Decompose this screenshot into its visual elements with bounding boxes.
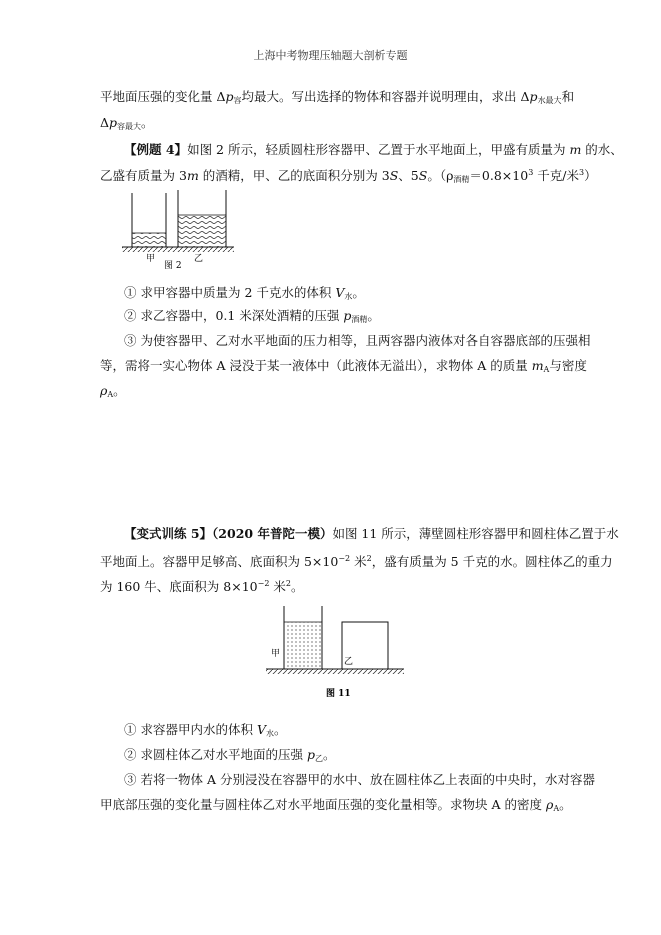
label-yi: 乙 bbox=[344, 657, 354, 667]
symbol: V bbox=[256, 722, 266, 737]
text: ② 求乙容器中，0.1 米深处酒精的压强 bbox=[124, 308, 344, 323]
text: ＝0.8×10 bbox=[469, 168, 529, 183]
text: 。 bbox=[322, 747, 336, 762]
text: 均最大。写出选择的物体和容器并说明理由，求出 Δ bbox=[241, 89, 530, 104]
text: 平地面上。容器甲足够高、底面积为 5×10 bbox=[100, 554, 339, 569]
water-liquid bbox=[132, 233, 166, 247]
text: 。 bbox=[559, 797, 572, 812]
label-jia: 甲 bbox=[271, 649, 281, 659]
subscript: 容 bbox=[233, 96, 242, 105]
symbol: p bbox=[109, 115, 118, 130]
example4-q2 bbox=[124, 308, 380, 328]
figure-11-caption: 图 11 bbox=[326, 689, 351, 699]
label-jia: 甲 bbox=[146, 254, 156, 264]
text: 乙盛有质量为 3 bbox=[100, 168, 187, 183]
practice5-q3-line-2 bbox=[100, 797, 572, 817]
text: 。 bbox=[352, 285, 365, 300]
text: 甲底部压强的变化量与圆柱体乙对水平地面压强的变化量相等。求物块 A 的密度 bbox=[100, 797, 546, 812]
subscript: 乙 bbox=[314, 754, 323, 763]
alcohol-liquid bbox=[178, 215, 226, 247]
water-liquid bbox=[284, 622, 322, 669]
text: 。（ρ bbox=[427, 168, 454, 183]
example4-q3-line-1: ③ 为使容器甲、乙对水平地面的压力相等，且两容器内液体对各自容器底部的压强相 bbox=[124, 333, 591, 348]
text: ① 求容器甲内水的体积 bbox=[124, 722, 257, 737]
practice5-line-2 bbox=[100, 551, 613, 570]
text: 等，需将一实心物体 A 浸没于某一液体中（此液体无溢出），求物体 A 的质量 bbox=[100, 358, 532, 373]
example4-q3-line-3 bbox=[100, 383, 126, 403]
text: 的酒精，甲、乙的底面积分别为 3 bbox=[198, 168, 390, 183]
text: 。 bbox=[113, 383, 126, 398]
subscript: 酒精 bbox=[351, 315, 368, 324]
ground-hatch bbox=[266, 669, 404, 674]
subscript: 酒精 bbox=[453, 175, 470, 184]
subscript: 容最大 bbox=[117, 122, 142, 131]
subscript: 水 bbox=[265, 729, 274, 738]
symbol: p bbox=[529, 89, 538, 104]
superscript: 3 bbox=[528, 168, 534, 177]
text: 平地面压强的变化量 Δ bbox=[100, 89, 226, 104]
text: 的水、 bbox=[581, 142, 623, 157]
example4-line-1 bbox=[124, 142, 623, 158]
text: 米 bbox=[269, 579, 286, 594]
text: 和 bbox=[561, 89, 575, 104]
symbol: p bbox=[306, 747, 315, 762]
symbol: S bbox=[389, 168, 399, 183]
text: 。 bbox=[367, 308, 380, 323]
intro-line-2 bbox=[100, 115, 154, 135]
practice5-line-3 bbox=[100, 576, 304, 595]
subscript: A bbox=[553, 804, 560, 813]
symbol: p bbox=[225, 89, 234, 104]
text: 为 160 牛、底面积为 8×10 bbox=[100, 579, 258, 594]
text: ① 求甲容器中质量为 2 千克水的体积 bbox=[124, 285, 336, 300]
superscript: 2 bbox=[285, 579, 291, 588]
text: 与密度 bbox=[549, 358, 587, 373]
practice5-line-1 bbox=[124, 526, 619, 542]
text: Δ bbox=[100, 115, 110, 130]
superscript: −2 bbox=[338, 554, 351, 563]
superscript: 3 bbox=[578, 168, 585, 177]
symbol: m bbox=[531, 358, 544, 373]
practice5-q1 bbox=[124, 722, 287, 742]
text: ，盛有质量为 5 千克的水。圆柱体乙的重力 bbox=[371, 554, 613, 569]
ground-hatch bbox=[122, 247, 234, 252]
figure-11 bbox=[262, 600, 412, 705]
text: ） bbox=[584, 168, 597, 183]
subscript: A bbox=[107, 390, 114, 399]
example4-q3-line-2 bbox=[100, 358, 587, 378]
symbol: ρ bbox=[100, 383, 108, 398]
figure-2-caption: 图 2 bbox=[164, 261, 182, 271]
text: 。 bbox=[141, 115, 154, 130]
label-yi: 乙 bbox=[194, 254, 204, 264]
example4-tag: 【例题 4】 bbox=[124, 142, 188, 157]
text: ② 求圆柱体乙对水平地面的压强 bbox=[124, 747, 307, 762]
text: 千克/米 bbox=[533, 168, 579, 183]
superscript: −2 bbox=[257, 579, 270, 588]
text: 。 bbox=[291, 579, 304, 594]
subscript: 水 bbox=[344, 292, 353, 301]
practice5-tag: 【变式训练 5】（2020 年普陀一模） bbox=[124, 526, 333, 541]
text: 米 bbox=[350, 554, 367, 569]
text: 如图 2 所示，轻质圆柱形容器甲、乙置于水平地面上，甲盛有质量为 bbox=[187, 142, 570, 157]
figure-2 bbox=[120, 185, 240, 275]
example4-q1 bbox=[124, 285, 365, 305]
symbol: S bbox=[418, 168, 428, 183]
text: 、5 bbox=[398, 168, 419, 183]
practice5-q2 bbox=[124, 747, 335, 767]
superscript: 2 bbox=[366, 554, 372, 563]
symbol: p bbox=[343, 308, 352, 323]
subscript: 水最大 bbox=[537, 96, 562, 105]
practice5-q3-line-1: ③ 若将一物体 A 分别浸没在容器甲的水中、放在圆柱体乙上表面的中央时，水对容器 bbox=[124, 772, 595, 787]
symbol: m bbox=[569, 142, 582, 157]
symbol: V bbox=[335, 285, 345, 300]
intro-line-1 bbox=[100, 89, 574, 109]
symbol: m bbox=[186, 168, 199, 183]
subscript: A bbox=[543, 365, 550, 374]
text: 如图 11 所示，薄壁圆柱形容器甲和圆柱体乙置于水 bbox=[332, 526, 619, 541]
text: 。 bbox=[273, 722, 287, 737]
symbol: ρ bbox=[545, 797, 554, 812]
page-header: 上海中考物理压轴题大剖析专题 bbox=[253, 49, 408, 62]
